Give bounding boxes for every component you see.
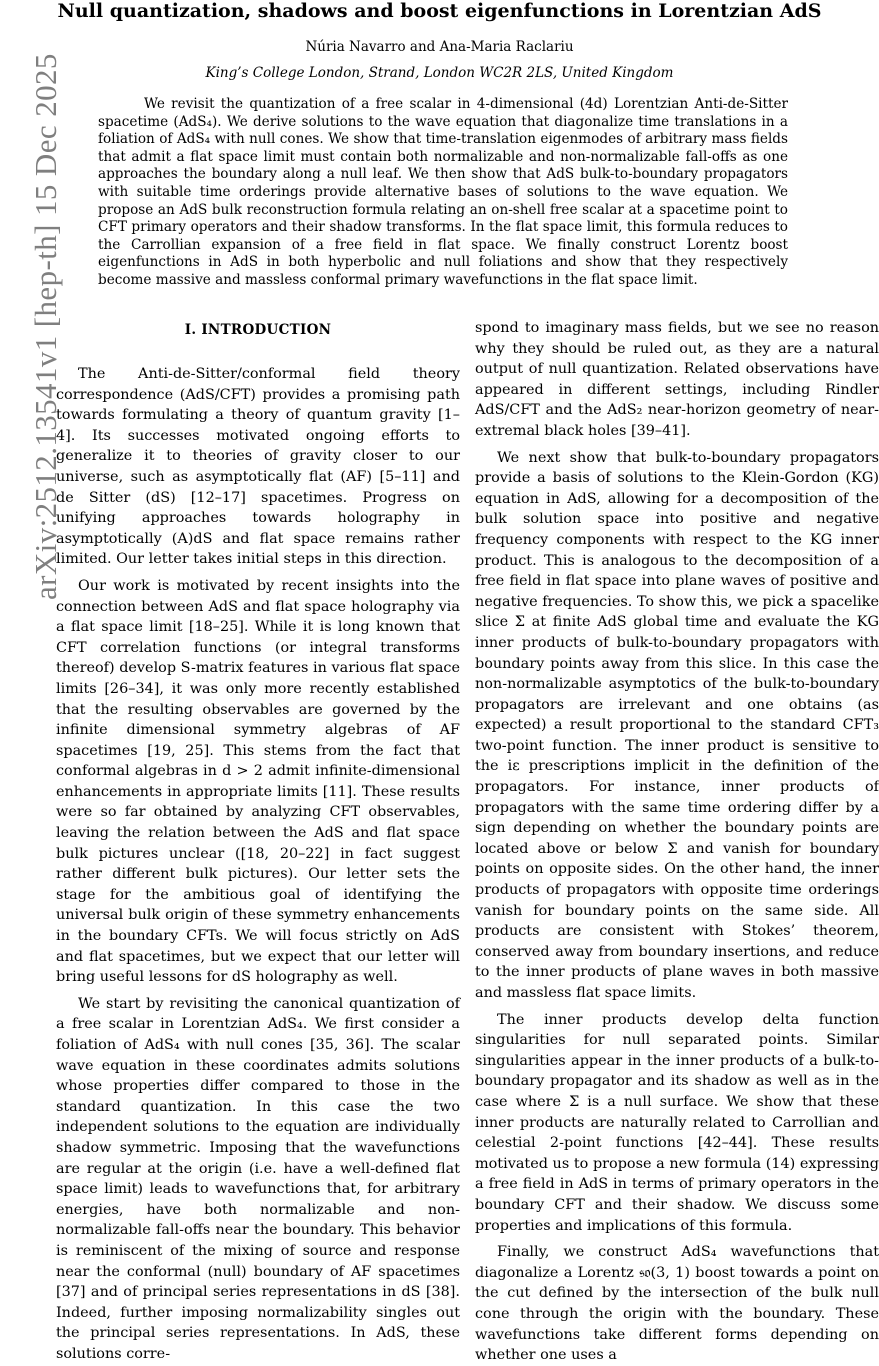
abstract [98, 96, 788, 290]
paper-title: Null quantization, shadows and boost eigenfunctions in Lorentzian AdS [57, 0, 822, 22]
paragraph: The Anti-de-Sitter/conformal field theory correspondence (AdS/CFT) provides a promising path towards formulating a theory of quantum gravity [1–4]. Its successes motivated ongoing efforts to generalize it to theories of gravity closer to our universe, such as asymptotically flat (AF) [5–11] and de Sitter (dS) [12–17] spacetimes. Progress on unifying approaches towards holography in asymptotically (A)dS and flat space remains rather limited. Our letter takes initial steps in this direction. [56, 366, 460, 568]
paragraph: Our work is motivated by recent insights into the connection between AdS and flat space holography via a flat space limit [18–25]. While it is long known that CFT correlation functions (or integral transforms thereof) develop S-matrix features in various flat space limits [26–34], it was only more recently established that the resulting observables are governed by the infinite dimensional symmetry algebras of AF spacetimes [19, 25]. This stems from the fact that conformal algebras in d > 2 admit infinite-dimensional enhancements in appropriate limits [11]. These results were so far obtained by analyzing CFT observables, leaving the relation between the AdS and flat space bulk pictures unclear ([18, 20–22] in fact suggest rather different bulk pictures). Our letter sets the stage for the ambitious goal of identifying the universal bulk origin of these symmetry enhancements in the boundary CFTs. We will focus strictly on AdS and flat spacetimes, but we expect that our letter will bring useful lessons for dS holography as well. [56, 577, 460, 986]
right-column [475, 318, 879, 1366]
paragraph: We start by revisiting the canonical quantization of a free scalar in Lorentzian AdS₄. We first consider a foliation of AdS₄ with null cones [35, 36]. The scalar wave equation in these coordinates admits solutions whose properties differ compared to those in the standard quantization. In this case the two independent solutions to the equation are individually shadow symmetric. Imposing that the wavefunctions are regular at the origin (i.e. have a well-defined flat space limit) leads to wavefunctions that, for arbitrary energies, have both normalizable and non-normalizable fall-offs near the boundary. This behavior is reminiscent of the mixing of source and response near the conformal (null) boundary of AF spacetimes [37] and of principal series representations in dS [38]. Indeed, further imposing normalizability singles out the principal series representations. In AdS, these solutions corre- [56, 995, 460, 1362]
paragraph: The inner products develop delta function singularities for null separated points. Similar singularities appear in the inner products of a bulk-to-boundary propagator and its shadow as well as in the case where Σ is a null surface. We show that these inner products are naturally related to Carrollian and celestial 2-point functions [42–44]. These results motivated us to propose a new formula (14) expressing a free field in AdS in terms of primary operators in the boundary CFT and their shadow. We discuss some properties and implications of this formula. [475, 1011, 879, 1234]
abstract-text: We revisit the quantization of a free scalar in 4-dimensional (4d) Lorentzian Anti-de-Sitter spacetime (AdS₄). We derive solutions to the wave equation that diagonalize time translations in a foliation of AdS₄ with null cones. We show that time-translation eigenmodes of arbitrary mass fields that admit a flat space limit must contain both normalizable and non-normalizable fall-offs as one approaches the boundary along a null leaf. We then show that AdS bulk-to-boundary propagators with suitable time orderings provide alternative bases of solutions to the wave equation. We propose an AdS bulk reconstruction formula relating an on-shell free scalar at a spacetime point to CFT primary operators and their shadow transforms. In the flat space limit, this formula reduces to the Carrollian expansion of a free field in flat space. We finally construct Lorentz boost eigenfunctions in AdS in both hyperbolic and null foliations and show that they respectively become massive and massless conformal primary wavefunctions in the flat space limit. [98, 96, 788, 288]
paragraph: spond to imaginary mass fields, but we see no reason why they should be ruled out, as they are a natural output of null quantization. Related observations have appeared in different settings, including Rindler AdS/CFT and the AdS₂ near-horizon geometry of near-extremal black holes [39–41]. [475, 320, 879, 439]
arxiv-stamp: arXiv:2512.13541v1 [hep-th] 15 Dec 2025 [28, 53, 63, 600]
paragraph: We next show that bulk-to-boundary propagators provide a basis of solutions to the Klein-Gordon (KG) equation in AdS, allowing for a decomposition of the bulk solution space into positive and negative frequency components with respect to the KG inner product. This is analogous to the decomposition of a free field in flat space into plane waves of positive and negative frequencies. To show this, we pick a spacelike slice Σ at finite AdS global time and evaluate the KG inner products of bulk-to-boundary propagators with boundary points away from this slice. In this case the non-normalizable asymptotics of the bulk-to-boundary propagators are irrelevant and one obtains (as expected) a result proportional to the standard CFT₃ two-point function. The inner product is sensitive to the iε prescriptions implicit in the definition of the propagators. For instance, inner products of propagators with the same time ordering differ by a sign depending on whether the boundary points are located above or below Σ and vanish for boundary points on opposite sides. On the other hand, the inner products of propagators with opposite time orderings vanish for boundary points on the same side. All products are consistent with Stokes’ theorem, conserved away from boundary insertions, and reduce to the inner products of plane waves in both massive and massless flat space limits. [475, 449, 879, 1001]
left-column [56, 320, 460, 1365]
affiliation: King’s College London, Strand, London WC2R 2LS, United Kingdom [205, 65, 674, 81]
section-heading: I. INTRODUCTION [184, 322, 332, 338]
paragraph: Finally, we construct AdS₄ wavefunctions that diagonalize a Lorentz 𝔰𝔬(3, 1) boost towards a point on the cut defined by the intersection of the bulk null cone through the origin with the boundary. These wavefunctions take different forms depending on whether one uses a [475, 1244, 879, 1364]
authors: Núria Navarro and Ana-Maria Raclariu [305, 39, 574, 55]
